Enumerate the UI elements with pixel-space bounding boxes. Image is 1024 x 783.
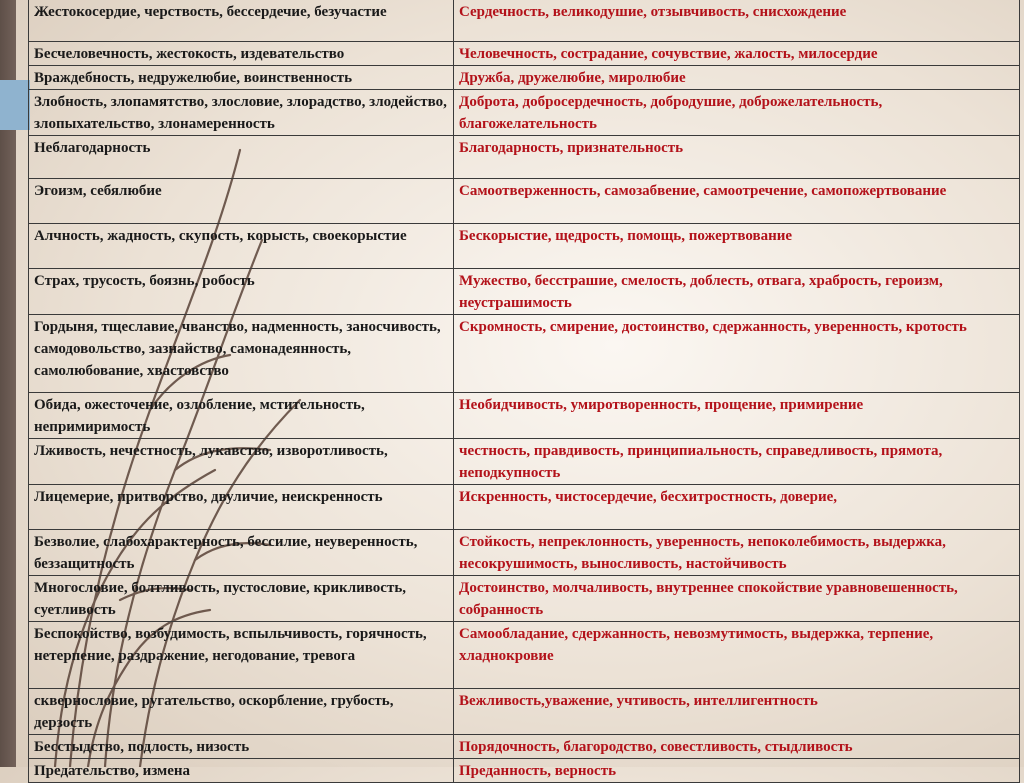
- vice-cell: Многословие, болтливость, пустословие, крикливость, суетливость: [29, 576, 454, 622]
- table-row: [29, 530, 1020, 576]
- vice-cell: Жестокосердие, черствость, бессердечие, безучастие: [29, 0, 454, 42]
- table-row: [29, 393, 1020, 439]
- virtue-cell: Стойкость, непреклонность, уверенность, непоколебимость, выдержка, несокрушимость, выносливость, настойчивость: [454, 530, 1020, 576]
- vice-cell: Бесчеловечность, жестокость, издевательство: [29, 42, 454, 66]
- table-row: [29, 66, 1020, 90]
- table-row: [29, 0, 1020, 42]
- table-row: [29, 689, 1020, 735]
- table-row: [29, 136, 1020, 179]
- virtue-cell: Самоотверженность, самозабвение, самоотречение, самопожертвование: [454, 179, 1020, 224]
- table-row: [29, 735, 1020, 759]
- table-row: [29, 315, 1020, 393]
- virtue-cell: Преданность, верность: [454, 759, 1020, 783]
- table-row: [29, 622, 1020, 689]
- vice-cell: Лживость, нечестность, лукавство, изворотливость,: [29, 439, 454, 485]
- table-row: [29, 576, 1020, 622]
- vice-cell: Безволие, слабохарактерность, бессилие, неуверенность, беззащитность: [29, 530, 454, 576]
- virtue-cell: Вежливость,уважение, учтивость, интеллигентность: [454, 689, 1020, 735]
- vice-cell: Предательство, измена: [29, 759, 454, 783]
- table-row: [29, 439, 1020, 485]
- virtue-cell: Доброта, добросердечность, добродушие, доброжелательность, благожелательность: [454, 90, 1020, 136]
- vice-cell: сквернословие, ругательство, оскорбление, грубость, дерзость: [29, 689, 454, 735]
- table-row: [29, 485, 1020, 530]
- virtue-cell: Самообладание, сдержанность, невозмутимость, выдержка, терпение, хладнокровие: [454, 622, 1020, 689]
- table-row: [29, 759, 1020, 783]
- vice-cell: Неблагодарность: [29, 136, 454, 179]
- table-row: [29, 269, 1020, 315]
- virtue-cell: Человечность, сострадание, сочувствие, жалость, милосердие: [454, 42, 1020, 66]
- vice-cell: Алчность, жадность, скупость, корысть, своекорыстие: [29, 224, 454, 269]
- virtue-cell: Искренность, чистосердечие, бесхитростность, доверие,: [454, 485, 1020, 530]
- virtue-cell: Достоинство, молчаливость, внутреннее спокойствие уравновешенность, собранность: [454, 576, 1020, 622]
- virtue-cell: Благодарность, признательность: [454, 136, 1020, 179]
- virtue-cell: Дружба, дружелюбие, миролюбие: [454, 66, 1020, 90]
- virtue-cell: Бескорыстие, щедрость, помощь, пожертвование: [454, 224, 1020, 269]
- table-row: [29, 179, 1020, 224]
- vice-cell: Лицемерие, притворство, двуличие, неискренность: [29, 485, 454, 530]
- table-row: [29, 224, 1020, 269]
- virtue-cell: Необидчивость, умиротворенность, прощение, примирение: [454, 393, 1020, 439]
- virtue-cell: честность, правдивость, принципиальность, справедливость, прямота, неподкупность: [454, 439, 1020, 485]
- virtue-cell: Сердечность, великодушие, отзывчивость, снисхождение: [454, 0, 1020, 42]
- vices-virtues-table: [28, 0, 1020, 783]
- vice-cell: Беспокойство, возбудимость, вспыльчивость, горячность, нетерпение, раздражение, негодование, тревога: [29, 622, 454, 689]
- vice-cell: Гордыня, тщеславие, чванство, надменность, заносчивость, самодовольство, зазнайство, самонадеянность, самолюбование, хвастовство: [29, 315, 454, 393]
- virtue-cell: Порядочность, благородство, совестливость, стыдливость: [454, 735, 1020, 759]
- vice-cell: Злобность, злопамятство, злословие, злорадство, злодейство, злопыхательство, злонамеренность: [29, 90, 454, 136]
- vice-cell: Обида, ожесточение, озлобление, мстительность, непримиримость: [29, 393, 454, 439]
- virtue-cell: Мужество, бесстрашие, смелость, доблесть, отвага, храбрость, героизм, неустрашимость: [454, 269, 1020, 315]
- blue-accent-square: [0, 80, 30, 130]
- vice-cell: Враждебность, недружелюбие, воинственность: [29, 66, 454, 90]
- vice-cell: Эгоизм, себялюбие: [29, 179, 454, 224]
- table-row: [29, 90, 1020, 136]
- virtue-cell: Скромность, смирение, достоинство, сдержанность, уверенность, кротость: [454, 315, 1020, 393]
- vice-cell: Страх, трусость, боязнь, робость: [29, 269, 454, 315]
- table-row: [29, 42, 1020, 66]
- vice-cell: Бесстыдство, подлость, низость: [29, 735, 454, 759]
